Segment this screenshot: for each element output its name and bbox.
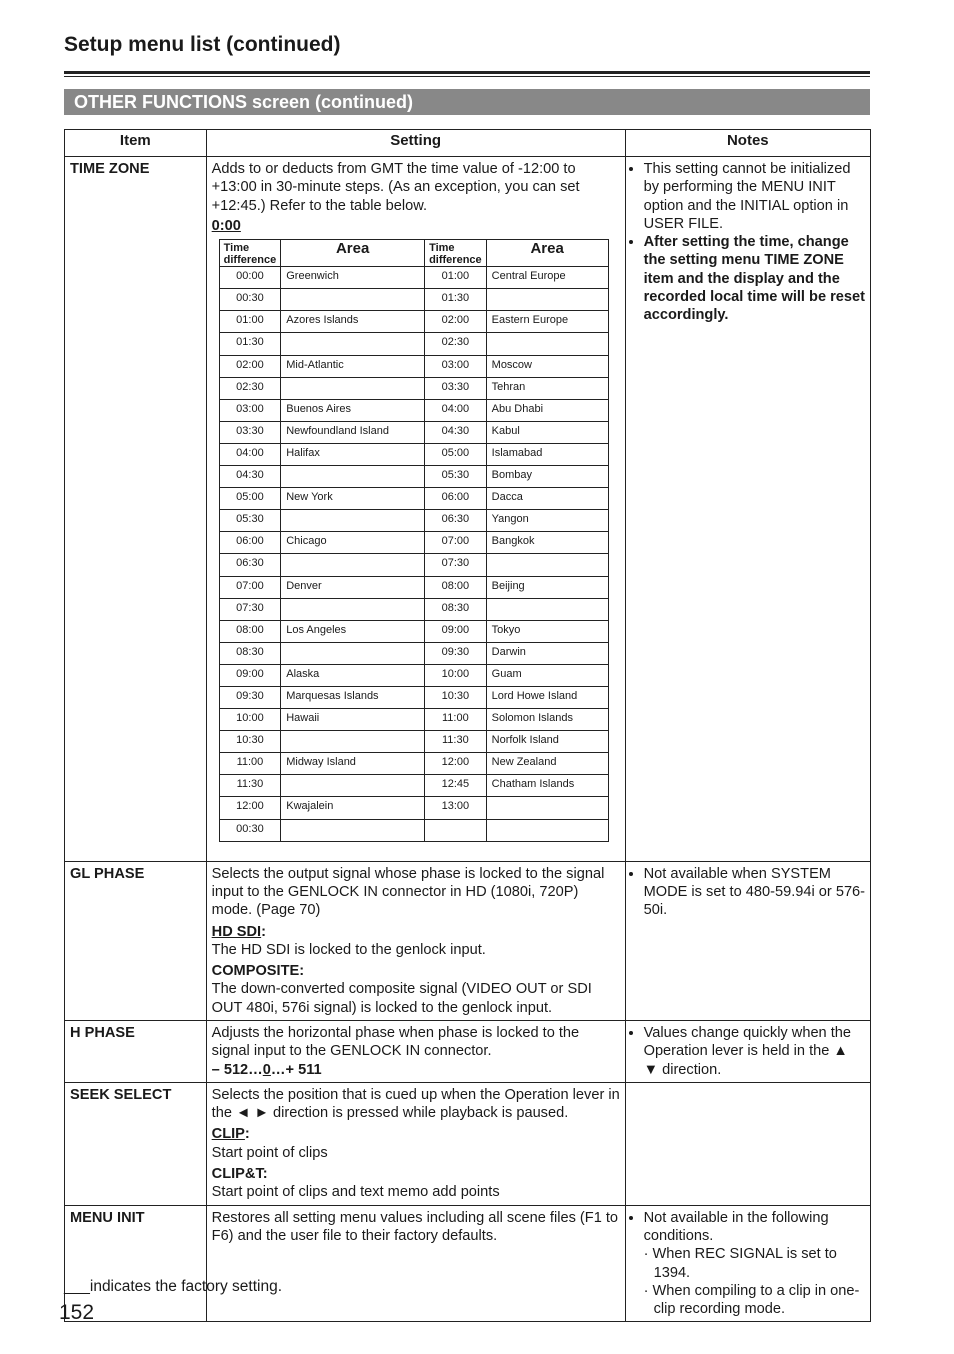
tz-body: [219, 267, 608, 841]
tz-area: Dacca: [486, 488, 608, 510]
tz-area: Yangon: [486, 510, 608, 532]
tz-area: [486, 819, 608, 841]
option-label: CLIP:: [211, 1126, 250, 1143]
tz-time: 06:00: [425, 488, 487, 510]
notes-seek-select: [625, 1082, 870, 1205]
tz-area: Marquesas Islands: [281, 686, 425, 708]
tz-area: [281, 775, 425, 797]
tz-area: Tokyo: [486, 620, 608, 642]
tz-time: 13:00: [425, 797, 487, 819]
title-rule-thin: [64, 76, 870, 77]
tz-time: 01:30: [425, 289, 487, 311]
tz-time: 10:00: [219, 709, 281, 731]
tz-area: [486, 797, 608, 819]
tz-area: Solomon Islands: [486, 709, 608, 731]
setting-description: Restores all setting menu values including all scene files (F1 to F6) and the user file to their factory defaults.: [211, 1209, 619, 1244]
note-item: • Not available in the following conditions. · When REC SIGNAL is set to 1394. · When compiling to a clip in one-clip recording mode.: [644, 1209, 866, 1319]
tz-area: Kwajalein: [281, 797, 425, 819]
tz-time: [425, 819, 487, 841]
tz-header-row: [219, 240, 608, 267]
tz-header-time: Time difference: [219, 240, 281, 267]
tz-row: [219, 355, 608, 377]
tz-row: [219, 775, 608, 797]
tz-row: [219, 598, 608, 620]
tz-area: Chicago: [281, 532, 425, 554]
tz-time: 04:30: [219, 466, 281, 488]
tz-area: Kabul: [486, 421, 608, 443]
row-gl-phase: [65, 861, 871, 1020]
tz-time: 07:30: [219, 598, 281, 620]
tz-time: 12:00: [219, 797, 281, 819]
notes-time-zone: [625, 157, 870, 862]
factory-setting-legend: ___indicates the factory setting.: [64, 1278, 283, 1295]
setting-seek-select: [206, 1082, 625, 1205]
tz-area: Eastern Europe: [486, 311, 608, 333]
tz-area: Darwin: [486, 642, 608, 664]
item-h-phase: H PHASE: [65, 1021, 207, 1083]
tz-row: [219, 488, 608, 510]
tz-row: [219, 311, 608, 333]
tz-row: [219, 510, 608, 532]
tz-row: [219, 731, 608, 753]
tz-time: 02:30: [425, 333, 487, 355]
tz-row: [219, 267, 608, 289]
tz-row: [219, 421, 608, 443]
tz-header-area: Area: [281, 240, 425, 267]
factory-default: 0:00: [211, 217, 241, 234]
item-menu-init: MENU INIT: [65, 1205, 207, 1322]
tz-area: [281, 554, 425, 576]
tz-area: New York: [281, 488, 425, 510]
option-label: HD SDI:: [211, 923, 266, 940]
tz-area: Beijing: [486, 576, 608, 598]
tz-area: Moscow: [486, 355, 608, 377]
option-label: CLIP&T:: [211, 1166, 268, 1183]
tz-time: 08:30: [425, 598, 487, 620]
note-subitem: · When compiling to a clip in one-clip recording mode.: [643, 1282, 860, 1318]
item-seek-select: SEEK SELECT: [65, 1082, 207, 1205]
setting-description: Selects the position that is cued up when the Operation lever in the ◄ ► direction is pressed while playback is paused.: [211, 1086, 620, 1122]
tz-time: 01:30: [219, 333, 281, 355]
tz-time: 02:00: [219, 355, 281, 377]
tz-area: Newfoundland Island: [281, 421, 425, 443]
tz-area: Lord Howe Island: [486, 686, 608, 708]
tz-area: Halifax: [281, 443, 425, 465]
row-h-phase: [65, 1021, 871, 1083]
note-item: • Values change quickly when the Operation lever is held in the ▲ ▼ direction.: [644, 1024, 866, 1079]
tz-row: [219, 620, 608, 642]
tz-area: New Zealand: [486, 753, 608, 775]
item-gl-phase: GL PHASE: [65, 861, 207, 1020]
tz-area: Los Angeles: [281, 620, 425, 642]
tz-area: [281, 819, 425, 841]
tz-row: [219, 642, 608, 664]
tz-row: [219, 554, 608, 576]
tz-time: 01:00: [219, 311, 281, 333]
setting-time-zone: [206, 157, 625, 862]
option-description: Start point of clips and text memo add points: [211, 1184, 500, 1201]
tz-time: 03:00: [219, 399, 281, 421]
tz-time: 03:00: [425, 355, 487, 377]
tz-time: 04:30: [425, 421, 487, 443]
tz-row: [219, 709, 608, 731]
tz-area: Mid-Atlantic: [281, 355, 425, 377]
tz-time: 10:30: [425, 686, 487, 708]
table-header-row: [65, 130, 871, 157]
title-rule: [64, 71, 870, 74]
setting-description: Adjusts the horizontal phase when phase is locked to the signal input to the GENLOCK IN connector.: [211, 1025, 580, 1060]
tz-time: 06:00: [219, 532, 281, 554]
value-range: – 512…0…+ 511: [211, 1061, 322, 1078]
tz-area: [486, 289, 608, 311]
tz-row: [219, 289, 608, 311]
tz-time: 09:00: [219, 664, 281, 686]
tz-time: 12:00: [425, 753, 487, 775]
section-heading: OTHER FUNCTIONS screen (continued): [64, 89, 870, 115]
tz-time: 11:30: [219, 775, 281, 797]
tz-row: [219, 664, 608, 686]
tz-area: Azores Islands: [281, 311, 425, 333]
tz-area: [281, 598, 425, 620]
tz-time: 06:30: [425, 510, 487, 532]
tz-time: 07:00: [219, 576, 281, 598]
tz-time: 05:00: [425, 443, 487, 465]
tz-row: [219, 753, 608, 775]
tz-row: [219, 333, 608, 355]
tz-area: Islamabad: [486, 443, 608, 465]
tz-row: [219, 443, 608, 465]
col-header-item: Item: [65, 130, 207, 157]
tz-time: 04:00: [219, 443, 281, 465]
tz-time: 08:00: [425, 576, 487, 598]
tz-time: 08:30: [219, 642, 281, 664]
tz-row: [219, 576, 608, 598]
tz-time: 00:30: [219, 819, 281, 841]
tz-header-area: Area: [486, 240, 608, 267]
tz-area: Denver: [281, 576, 425, 598]
tz-time: 07:30: [425, 554, 487, 576]
setting-gl-phase: [206, 861, 625, 1020]
tz-row: [219, 377, 608, 399]
tz-time: 10:00: [425, 664, 487, 686]
tz-area: Greenwich: [281, 267, 425, 289]
tz-row: [219, 797, 608, 819]
tz-row: [219, 819, 608, 841]
tz-area: Midway Island: [281, 753, 425, 775]
tz-area: Bombay: [486, 466, 608, 488]
tz-time: 01:00: [425, 267, 487, 289]
tz-area: Hawaii: [281, 709, 425, 731]
tz-area: [281, 333, 425, 355]
setting-description: Selects the output signal whose phase is locked to the signal input to the GENLOCK IN connector in HD (1080i, 720P) mode. (Page 70): [211, 865, 605, 919]
tz-area: Buenos Aires: [281, 399, 425, 421]
row-time-zone: [65, 157, 871, 862]
tz-area: Bangkok: [486, 532, 608, 554]
tz-area: Norfolk Island: [486, 731, 608, 753]
tz-area: Central Europe: [486, 267, 608, 289]
option-description: Start point of clips: [211, 1144, 328, 1161]
tz-row: [219, 466, 608, 488]
tz-time: 05:30: [425, 466, 487, 488]
setting-h-phase: [206, 1021, 625, 1083]
notes-gl-phase: [625, 861, 870, 1020]
tz-area: Guam: [486, 664, 608, 686]
col-header-setting: Setting: [206, 130, 625, 157]
option-description: The HD SDI is locked to the genlock input.: [211, 941, 486, 958]
item-time-zone: TIME ZONE: [65, 157, 207, 862]
tz-time: 08:00: [219, 620, 281, 642]
tz-area: [281, 731, 425, 753]
tz-area: [486, 598, 608, 620]
tz-area: Abu Dhabi: [486, 399, 608, 421]
tz-time: 05:30: [219, 510, 281, 532]
tz-area: [486, 554, 608, 576]
tz-time: 09:30: [425, 642, 487, 664]
setup-menu-table: [64, 129, 871, 1322]
setting-description: Adds to or deducts from GMT the time value of -12:00 to +13:00 in 30-minute steps. (As an exception, you can set +12:45.) Refer to the table below.: [211, 161, 580, 214]
note-item: • This setting cannot be initialized by performing the MENU INIT option and the INITIAL option in USER FILE.: [644, 160, 866, 233]
tz-time: 11:00: [219, 753, 281, 775]
page-number: 152: [59, 1301, 95, 1324]
tz-time: 02:00: [425, 311, 487, 333]
notes-menu-init: [625, 1205, 870, 1322]
tz-time: 09:30: [219, 686, 281, 708]
tz-area: [281, 377, 425, 399]
row-seek-select: [65, 1082, 871, 1205]
option-description: The down-converted composite signal (VIDEO OUT or SDI OUT 480i, 576i signal) is locked to the genlock input.: [211, 981, 592, 1016]
tz-time: 00:00: [219, 267, 281, 289]
tz-time: 11:00: [425, 709, 487, 731]
tz-area: Alaska: [281, 664, 425, 686]
col-header-notes: Notes: [625, 130, 870, 157]
tz-time: 03:30: [219, 421, 281, 443]
tz-time: 07:00: [425, 532, 487, 554]
tz-header-time: Time difference: [425, 240, 487, 267]
tz-time: 02:30: [219, 377, 281, 399]
tz-time: 11:30: [425, 731, 487, 753]
tz-time: 03:30: [425, 377, 487, 399]
option-label: COMPOSITE:: [211, 963, 305, 980]
note-subitem: · When REC SIGNAL is set to 1394.: [643, 1246, 837, 1281]
note-item: • After setting the time, change the setting menu TIME ZONE item and the display and the recorded local time will be reset accordingly.: [644, 233, 866, 324]
tz-row: [219, 686, 608, 708]
tz-area: [281, 510, 425, 532]
tz-time: 10:30: [219, 731, 281, 753]
setting-menu-init: [206, 1205, 625, 1322]
tz-time: 00:30: [219, 289, 281, 311]
notes-h-phase: [625, 1021, 870, 1083]
tz-row: [219, 399, 608, 421]
tz-time: 04:00: [425, 399, 487, 421]
note-item: • Not available when SYSTEM MODE is set to 480-59.94i or 576-50i.: [644, 865, 866, 920]
page-title: Setup menu list (continued): [64, 33, 341, 56]
tz-area: [281, 466, 425, 488]
tz-area: [281, 289, 425, 311]
tz-time: 09:00: [425, 620, 487, 642]
tz-time: 06:30: [219, 554, 281, 576]
tz-area: Chatham Islands: [486, 775, 608, 797]
tz-area: [281, 642, 425, 664]
tz-time: 05:00: [219, 488, 281, 510]
tz-area: Tehran: [486, 377, 608, 399]
tz-row: [219, 532, 608, 554]
row-menu-init: [65, 1205, 871, 1322]
tz-time: 12:45: [425, 775, 487, 797]
tz-area: [486, 333, 608, 355]
time-zone-table: [219, 239, 609, 841]
